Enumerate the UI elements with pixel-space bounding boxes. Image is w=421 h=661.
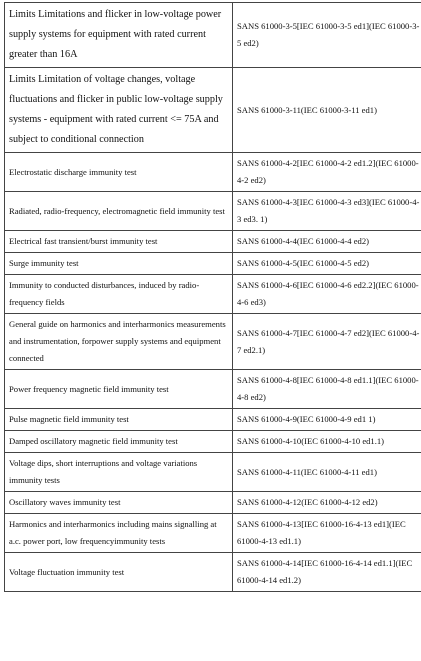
table-row <box>5 3 421 68</box>
table-row <box>5 370 421 409</box>
standard-cell: SANS 61000-4-12(IEC 61000-4-12 ed2) <box>233 492 421 514</box>
table-row <box>5 153 421 192</box>
standard-cell: SANS 61000-4-4(IEC 61000-4-4 ed2) <box>233 231 421 253</box>
table-row <box>5 314 421 370</box>
test-name-cell: Immunity to conducted disturbances, induced by radio-frequency fields <box>5 275 233 314</box>
test-name-cell: Limits Limitation of voltage changes, voltage fluctuations and flicker in public low-voltage supply systems - equipment with rated current <= 75A and subject to conditional connection <box>5 68 233 153</box>
table-row <box>5 431 421 453</box>
table-row <box>5 492 421 514</box>
standard-cell: SANS 61000-4-7[IEC 61000-4-7 ed2](IEC 61000-4-7 ed2.1) <box>233 314 421 370</box>
test-name-cell: Electrical fast transient/burst immunity test <box>5 231 233 253</box>
table-row <box>5 453 421 492</box>
test-name-cell: Harmonics and interharmonics including mains signalling at a.c. power port, low frequencyimmunity tests <box>5 514 233 553</box>
test-name-cell: Limits Limitations and flicker in low-voltage power supply systems for equipment with rated current greater than 16A <box>5 3 233 68</box>
table-row <box>5 409 421 431</box>
table-row <box>5 553 421 592</box>
table-row <box>5 68 421 153</box>
standard-cell: SANS 61000-4-3[IEC 61000-4-3 ed3](IEC 61000-4-3 ed3. 1) <box>233 192 421 231</box>
test-name-cell: Radiated, radio-frequency, electromagnetic field immunity test <box>5 192 233 231</box>
test-name-cell: Damped oscillatory magnetic field immunity test <box>5 431 233 453</box>
test-name-cell: General guide on harmonics and interharmonics measurements and instrumentation, forpower supply systems and equipment connected <box>5 314 233 370</box>
standard-cell: SANS 61000-4-10(IEC 61000-4-10 ed1.1) <box>233 431 421 453</box>
test-name-cell: Oscillatory waves immunity test <box>5 492 233 514</box>
table-row <box>5 231 421 253</box>
standard-cell: SANS 61000-4-14[IEC 61000-16-4-14 ed1.1](IEC 61000-4-14 ed1.2) <box>233 553 421 592</box>
standard-cell: SANS 61000-4-9(IEC 61000-4-9 ed1 1) <box>233 409 421 431</box>
table-row <box>5 514 421 553</box>
standard-cell: SANS 61000-4-5(IEC 61000-4-5 ed2) <box>233 253 421 275</box>
test-name-cell: Voltage fluctuation immunity test <box>5 553 233 592</box>
test-name-cell: Surge immunity test <box>5 253 233 275</box>
standard-cell: SANS 61000-4-2[IEC 61000-4-2 ed1.2](IEC 61000-4-2 ed2) <box>233 153 421 192</box>
standards-table <box>4 2 421 592</box>
test-name-cell: Pulse magnetic field immunity test <box>5 409 233 431</box>
standard-cell: SANS 61000-4-8[IEC 61000-4-8 ed1.1](IEC 61000-4-8 ed2) <box>233 370 421 409</box>
standard-cell: SANS 61000-4-6[IEC 61000-4-6 ed2.2](IEC 61000-4-6 ed3) <box>233 275 421 314</box>
table-row <box>5 275 421 314</box>
table-row <box>5 192 421 231</box>
test-name-cell: Electrostatic discharge immunity test <box>5 153 233 192</box>
test-name-cell: Voltage dips, short interruptions and voltage variations immunity tests <box>5 453 233 492</box>
test-name-cell: Power frequency magnetic field immunity test <box>5 370 233 409</box>
standard-cell: SANS 61000-3-5[IEC 61000-3-5 ed1](IEC 61000-3-5 ed2) <box>233 3 421 68</box>
standard-cell: SANS 61000-4-11(IEC 61000-4-11 ed1) <box>233 453 421 492</box>
standard-cell: SANS 61000-3-11(IEC 61000-3-11 ed1) <box>233 68 421 153</box>
table-row <box>5 253 421 275</box>
standard-cell: SANS 61000-4-13[IEC 61000-16-4-13 ed1](IEC 61000-4-13 ed1.1) <box>233 514 421 553</box>
